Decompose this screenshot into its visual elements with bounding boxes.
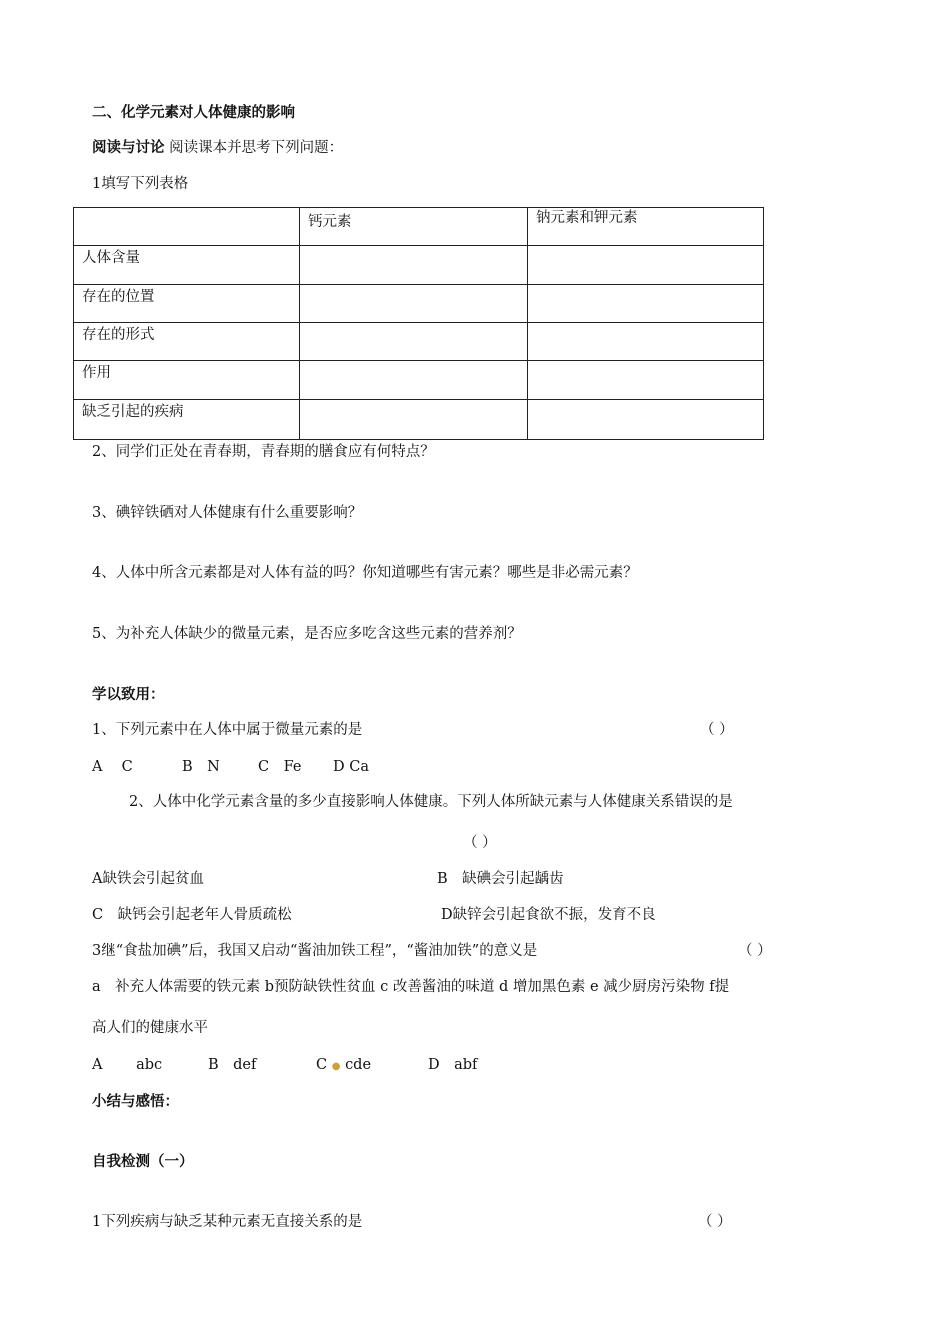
apply-q1-text: 1、下列元素中在人体中属于微量元素的是 bbox=[92, 722, 363, 738]
table-header-row bbox=[74, 208, 764, 246]
table-cell bbox=[300, 400, 528, 440]
apply-q2-option-d: D缺锌会引起食欲不振，发育不良 bbox=[441, 907, 656, 923]
apply-heading: 学以致用： bbox=[92, 687, 165, 703]
table-header-cell: 钠元素和钾元素 bbox=[528, 208, 764, 246]
section-title: 二、化学元素对人体健康的影响 bbox=[92, 105, 295, 121]
apply-q3-option-c bbox=[316, 1055, 371, 1077]
apply-q3-blank: （ ） bbox=[738, 943, 772, 959]
table-header-cell bbox=[74, 208, 300, 246]
apply-q3-option-c-letter: C bbox=[316, 1057, 328, 1073]
table-cell bbox=[528, 361, 764, 400]
table-cell bbox=[300, 361, 528, 400]
table-cell bbox=[300, 323, 528, 361]
apply-q1-option-a: A C bbox=[92, 759, 133, 775]
apply-q2-blank: （ ） bbox=[463, 835, 497, 851]
self-check-q1-blank: （ ） bbox=[698, 1214, 732, 1230]
apply-q3-option-c-value: cde bbox=[345, 1057, 372, 1073]
question-3: 3、碘锌铁硒对人体健康有什么重要影响？ bbox=[92, 505, 363, 521]
table-row bbox=[74, 400, 764, 440]
apply-q3-option-a: A abc bbox=[92, 1057, 163, 1073]
apply-q2-option-b: B 缺碘会引起龋齿 bbox=[437, 871, 564, 887]
apply-q3-choices-line1: a 补充人体需要的铁元素 b预防缺铁性贫血 c 改善酱油的味道 d 增加黑色素 e 减少厨房污染物 f提 bbox=[92, 979, 730, 995]
q1-prompt: 1填写下列表格 bbox=[92, 176, 189, 192]
table-row-label: 存在的形式 bbox=[74, 323, 300, 361]
dot-mark-icon: ● bbox=[331, 1061, 341, 1072]
apply-q3-option-b: B def bbox=[208, 1057, 257, 1073]
apply-q2-option-a: A缺铁会引起贫血 bbox=[92, 871, 204, 887]
summary-heading: 小结与感悟： bbox=[92, 1094, 179, 1110]
table-row bbox=[74, 285, 764, 323]
table-cell bbox=[528, 323, 764, 361]
apply-q1-blank: （ ） bbox=[700, 722, 734, 738]
apply-q1-option-d: D Ca bbox=[333, 759, 369, 775]
table-row-label: 存在的位置 bbox=[74, 285, 300, 323]
apply-q1-option-b: B N bbox=[182, 759, 220, 775]
table-row-label: 人体含量 bbox=[74, 246, 300, 285]
table-cell bbox=[300, 285, 528, 323]
apply-q3-text: 3继“食盐加碘”后，我国又启动“酱油加铁工程”，“酱油加铁”的意义是 bbox=[92, 943, 538, 959]
question-5: 5、为补充人体缺少的微量元素，是否应多吃含这些元素的营养剂？ bbox=[92, 626, 522, 642]
self-check-q1-text: 1下列疾病与缺乏某种元素无直接关系的是 bbox=[92, 1214, 363, 1230]
table-row bbox=[74, 323, 764, 361]
question-4: 4、人体中所含元素都是对人体有益的吗？你知道哪些有害元素？哪些是非必需元素？ bbox=[92, 565, 638, 581]
table-cell bbox=[300, 246, 528, 285]
table-cell bbox=[528, 285, 764, 323]
reading-line bbox=[92, 138, 343, 158]
apply-q1-option-c: C Fe bbox=[258, 759, 302, 775]
table-row bbox=[74, 246, 764, 285]
table-header-cell: 钙元素 bbox=[300, 208, 528, 246]
element-table bbox=[73, 207, 764, 440]
table-cell bbox=[528, 400, 764, 440]
table-row bbox=[74, 361, 764, 400]
reading-heading: 阅读与讨论 bbox=[92, 140, 165, 156]
table-row-label: 作用 bbox=[74, 361, 300, 400]
apply-q2-option-c: C 缺钙会引起老年人骨质疏松 bbox=[92, 907, 292, 923]
self-check-heading: 自我检测（一） bbox=[92, 1154, 194, 1170]
question-2: 2、同学们正处在青春期，青春期的膳食应有何特点？ bbox=[92, 444, 435, 460]
reading-text: 阅读课本并思考下列问题： bbox=[169, 140, 344, 156]
table-row-label: 缺乏引起的疾病 bbox=[74, 400, 300, 440]
table-cell bbox=[528, 246, 764, 285]
apply-q3-choices-line2: 高人们的健康水平 bbox=[92, 1020, 208, 1036]
apply-q2-text: 2、人体中化学元素含量的多少直接影响人体健康。下列人体所缺元素与人体健康关系错误的是 bbox=[129, 794, 733, 810]
apply-q3-option-d: D abf bbox=[428, 1057, 478, 1073]
